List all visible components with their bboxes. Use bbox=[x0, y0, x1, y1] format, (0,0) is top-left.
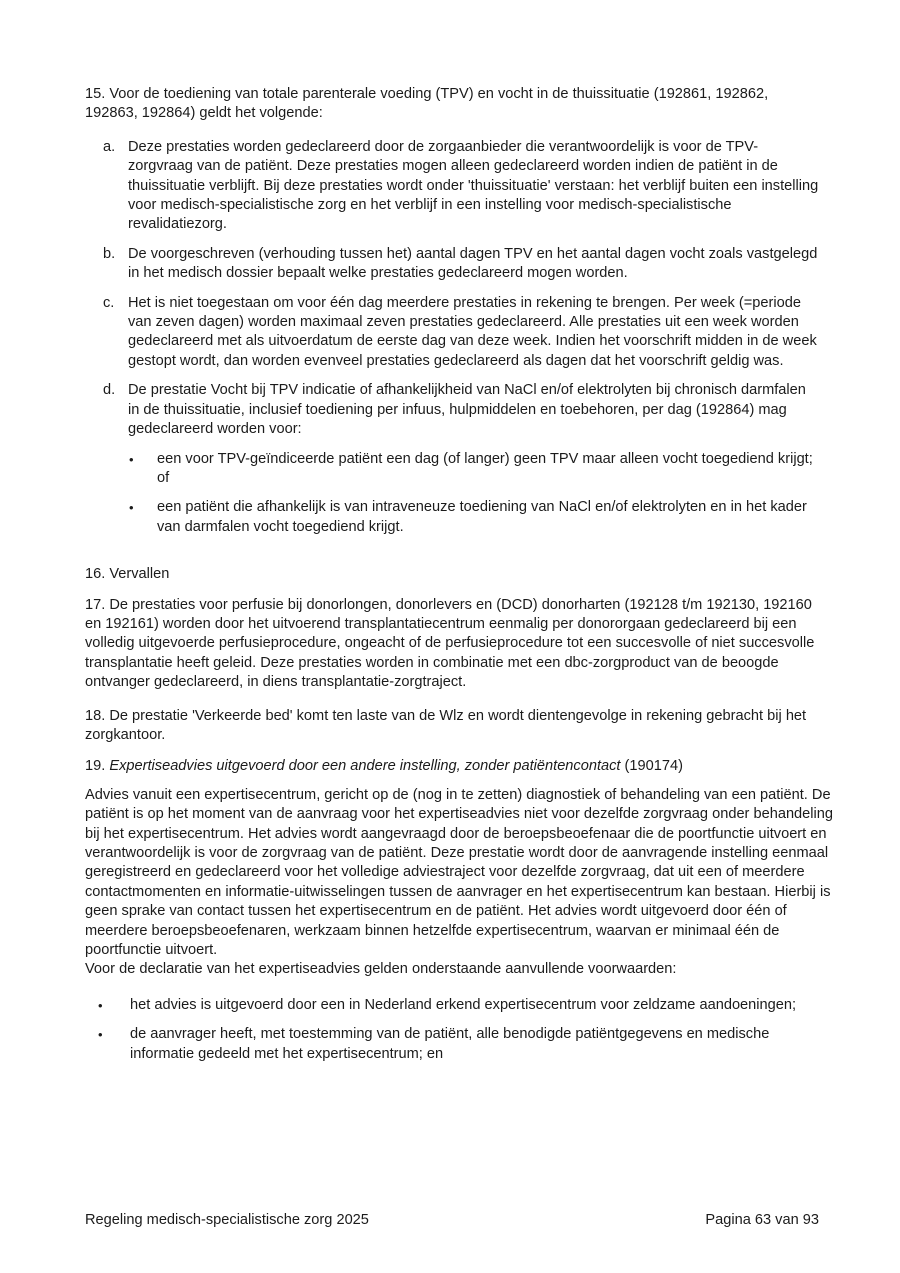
paragraph-19-title: Expertiseadvies uitgevoerd door een andere instelling, zonder patiëntencontact bbox=[109, 758, 621, 775]
bullet-item bbox=[98, 1025, 819, 1064]
paragraph-18: 18. De prestatie 'Verkeerde bed' komt ten laste van de Wlz en wordt dientengevolge in rekening gebracht bij het zorgkantoor. bbox=[85, 707, 807, 743]
list-item-a-text: Deze prestaties worden gedeclareerd door de zorgaanbieder die verantwoordelijk is voor de TPV-zorgvraag van de patiënt. Deze prestaties mogen alleen gedeclareerd worden indien de patiënt in de thuissituatie verblijft. Bij deze prestaties wordt onder 'thuissituatie' verstaan: het verblijf buiten een instelling voor medisch-specialistische zorg en het verblijf in een instelling voor medisch-specialistische revalidatiezorg. bbox=[128, 138, 819, 233]
item-d-bullet-list bbox=[129, 450, 819, 538]
bullet-item-text: het advies is uitgevoerd door een in Nederland erkend expertisecentrum voor zeldzame aandoeningen; bbox=[130, 996, 797, 1013]
footer-page-number: Pagina 63 van 93 bbox=[705, 1212, 819, 1228]
paragraph-19-body: Advies vanuit een expertisecentrum, gericht op de (nog in te zetten) diagnostiek of behandeling van een patiënt. De patiënt is op het moment van de aanvraag voor het expertiseadvies niet voor dezelfde zorgvraag onder behandeling bij het expertisecentrum. Het advies wordt aangevraagd door de beroepsbeoefenaar die de poortfunctie uitvoert en verantwoordelijk is voor de zorgvraag van de patiënt. Deze prestatie wordt door de aanvragende instelling eenmaal geregistreerd en gedeclareerd voor het volledige adviestraject voor dezelfde zorgvraag, dat uit een of meerdere contactmomenten en informatie-uitwisselingen tussen de aanvrager en het expertisecentrum kan bestaan. Hierbij is geen sprake van contact tussen het expertisecentrum en de patiënt. Het advies wordt uitgevoerd door één of meerdere beroepsbeoefenaren, werkzaam binnen hetzelfde expertisecentrum, waarvan er minimaal één de poortfunctie uitvoert. bbox=[85, 786, 834, 959]
list-marker-c: c. bbox=[103, 294, 115, 311]
list-marker-d: d. bbox=[103, 382, 116, 399]
list-marker-b: b. bbox=[103, 245, 116, 262]
paragraph-19-bullet-list bbox=[98, 996, 819, 1064]
paragraph-16: 16. Vervallen bbox=[85, 566, 170, 583]
bullet-marker: • bbox=[129, 451, 134, 467]
bullet-marker: • bbox=[98, 997, 103, 1013]
footer-document-title: Regeling medisch-specialistische zorg 2025 bbox=[85, 1212, 369, 1228]
paragraph-17: 17. De prestaties voor perfusie bij donorlongen, donorlevers en (DCD) donorharten (192128 t/m 192130, 192160 en 192161) worden door het uitvoerend transplantatiecentrum eenmalig per donororgaan gedeclareerd bij een volledig uitgevoerde perfusieprocedure, ongeacht of de perfusieprocedure tot een succesvolle of niet succesvolle transplantatie heeft geleid. Deze prestaties worden in combinatie met een dbc-zorgproduct van de beoogde ontvanger gedeclareerd, in diens transplantatie-zorgtraject. bbox=[85, 596, 815, 691]
bullet-marker: • bbox=[129, 500, 134, 516]
bullet-item-text: de aanvrager heeft, met toestemming van de patiënt, alle benodigde patiëntgegevens en medische informatie gedeeld met het expertisecentrum; en bbox=[130, 1026, 770, 1062]
bullet-item bbox=[129, 450, 819, 489]
bullet-item bbox=[129, 498, 819, 537]
paragraph-15-intro: 15. Voor de toediening van totale parenterale voeding (TPV) en vocht in de thuissituatie (192861, 192862, 192863, 192864) geldt het volgende: bbox=[85, 86, 769, 122]
paragraph-19-number: 19. bbox=[85, 758, 106, 775]
list-item-b bbox=[103, 245, 819, 284]
list-item-a bbox=[103, 138, 819, 235]
list-item-d bbox=[103, 381, 819, 439]
list-item-d-text: De prestatie Vocht bij TPV indicatie of afhankelijkheid van NaCl en/of elektrolyten bij chronisch darmfalen in de thuissituatie, inclusief toediening per infuus, hulpmiddelen en toebehoren, per dag (192864) mag gedeclareerd worden voor: bbox=[128, 382, 806, 438]
paragraph-19-body-block bbox=[85, 786, 847, 980]
paragraph-15-lettered-list bbox=[103, 138, 819, 440]
bullet-item-text: een patiënt die afhankelijk is van intraveneuze toediening van NaCl en/of elektrolyten en in het kader van darmfalen vocht toegediend krijgt. bbox=[157, 499, 807, 535]
list-marker-a: a. bbox=[103, 138, 116, 155]
paragraph-19-code: (190174) bbox=[624, 758, 683, 775]
list-item-c-text: Het is niet toegestaan om voor één dag meerdere prestaties in rekening te brengen. Per week (=periode van zeven dagen) worden maximaal zeven prestaties gedeclareerd. Alle prestaties uit een week worden gedeclareerd met als uitvoerdatum de eerste dag van deze week. Indien het voorschrift midden in de week gestopt wordt, dan worden evenveel prestaties gedeclareerd als dagen dat het voorschrift geldig was. bbox=[128, 294, 817, 369]
paragraph-19-heading bbox=[85, 757, 819, 776]
paragraph-19-conditions-intro: Voor de declaratie van het expertiseadvies gelden onderstaande aanvullende voorwaarden: bbox=[85, 961, 677, 978]
page-content bbox=[85, 85, 834, 1074]
list-item-c bbox=[103, 294, 819, 372]
bullet-item-text: een voor TPV-geïndiceerde patiënt een dag (of langer) geen TPV maar alleen vocht toegediend krijgt; of bbox=[157, 450, 813, 486]
page-footer bbox=[85, 1211, 819, 1230]
bullet-item bbox=[98, 996, 819, 1015]
bullet-marker: • bbox=[98, 1027, 103, 1043]
list-item-b-text: De voorgeschreven (verhouding tussen het) aantal dagen TPV en het aantal dagen vocht zoals vastgelegd in het medisch dossier bepaalt welke prestaties gedeclareerd mogen worden. bbox=[128, 245, 818, 282]
